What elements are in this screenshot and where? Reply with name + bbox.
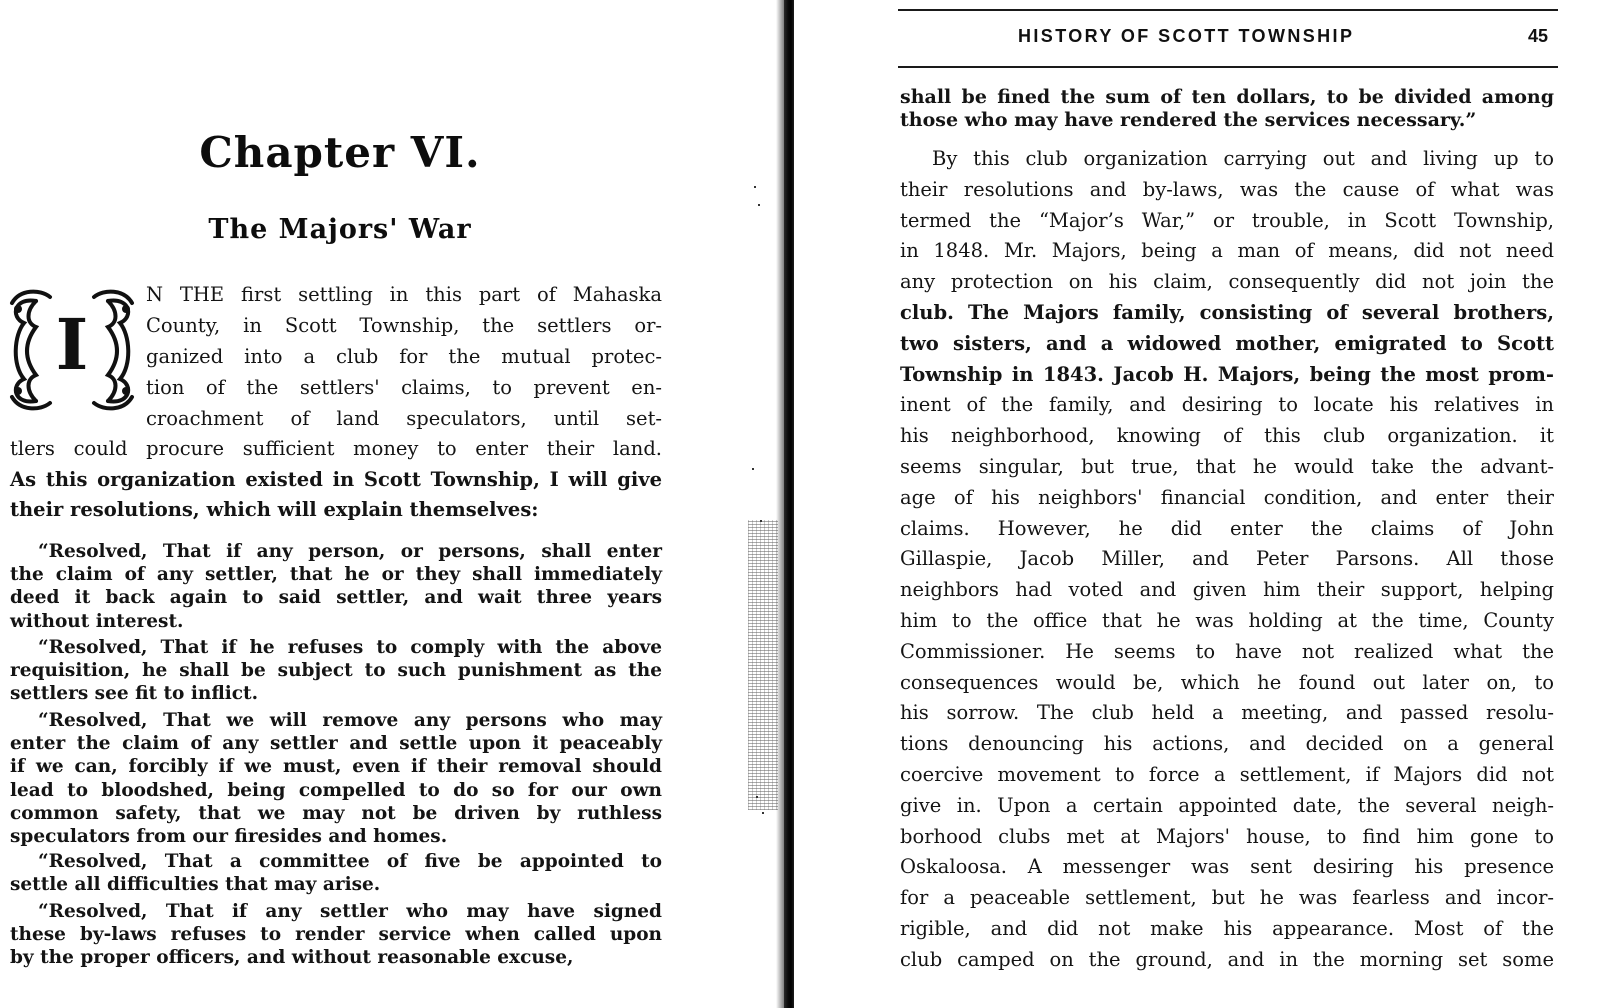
- running-head: HISTORY OF SCOTT TOWNSHIP: [1018, 26, 1355, 46]
- body-line: By this club organization carrying out and living up to: [932, 147, 1554, 170]
- body-line: club camped on the ground, and in the morning set some: [900, 947, 1554, 971]
- resolution-line: lead to bloodshed, being compelled to do so for our own: [10, 779, 662, 801]
- left-page: [0, 0, 790, 1008]
- body-line: give in. Upon a certain appointed date, the several neigh-: [900, 793, 1554, 817]
- body-line: him to the office that he was holding at the time, County: [900, 609, 1554, 632]
- resolution-line: if we can, forcibly if we must, even if their removal should: [10, 756, 662, 778]
- scan-speckle: [754, 186, 756, 188]
- resolution-line: “Resolved, That we will remove any persons who may: [38, 710, 662, 731]
- intro-line: County, in Scott Township, the settlers or-: [146, 314, 662, 337]
- intro-line: ganized into a club for the mutual protec-: [146, 345, 662, 368]
- body-line: borhood clubs met at Majors' house, to find him gone to: [900, 824, 1554, 848]
- continuation-line: those who may have rendered the services necessary.”: [900, 109, 1477, 131]
- chapter-subtitle: The Majors' War: [208, 214, 472, 245]
- resolution-line: settlers see fit to inflict.: [10, 683, 259, 705]
- header-top-rule: [898, 9, 1558, 11]
- resolution-paragraph: [10, 850, 662, 896]
- drop-cap-letter: I: [55, 303, 89, 386]
- intro-line: tion of the settlers' claims, to prevent en-: [146, 376, 662, 399]
- body-line: rigible, and did not make his appearance. Most of the: [900, 917, 1554, 940]
- header-bottom-rule: [898, 66, 1558, 68]
- page-number: 45: [1528, 26, 1549, 46]
- resolution-line: speculators from our firesides and homes.: [10, 826, 448, 848]
- scan-speckle: [762, 812, 764, 814]
- resolution-line: “Resolved, That a committee of five be appointed to: [38, 851, 662, 872]
- resolution-line: requisition, he shall be subject to such punishment as the: [10, 660, 662, 682]
- body-line: seems singular, but true, that he would take the advant-: [900, 455, 1554, 478]
- body-line: his sorrow. The club held a meeting, and passed resolu-: [900, 701, 1554, 725]
- body-line: Oskaloosa. A messenger was sent desiring his presence: [900, 855, 1554, 879]
- body-line: his neighborhood, knowing of this club organization. it: [900, 424, 1554, 448]
- chapter-title: Chapter VI.: [199, 128, 481, 177]
- body-line: Township in 1843. Jacob H. Majors, being the most prom-: [900, 362, 1554, 386]
- body-line: age of his neighbors' financial condition, and enter their: [900, 485, 1554, 509]
- body-line: in 1848. Mr. Majors, being a man of means, did not need: [900, 239, 1554, 263]
- resolution-line: enter the claim of any settler and settle upon it peaceably: [10, 733, 662, 755]
- resolution-line: “Resolved, That if any settler who may have signed: [38, 901, 662, 922]
- intro-line: croachment of land speculators, until set-: [146, 407, 662, 430]
- ornamental-drop-cap: [6, 283, 138, 417]
- resolution-line: deed it back again to said settler, and wait three years: [10, 587, 662, 609]
- resolution-line: by the proper officers, and without reasonable excuse,: [10, 947, 574, 969]
- body-line: club. The Majors family, consisting of several brothers,: [900, 301, 1554, 324]
- body-line: termed the “Major’s War,” or trouble, in Scott Township,: [900, 208, 1554, 232]
- resolution-paragraph: [10, 900, 662, 970]
- resolution-line: “Resolved, That if any person, or persons, shall enter: [38, 541, 662, 562]
- body-line: for a peaceable settlement, but he was fearless and incor-: [900, 886, 1554, 910]
- body-line: two sisters, and a widowed mother, emigrated to Scott: [900, 331, 1554, 355]
- intro-line: tlers could procure sufficient money to enter their land.: [10, 437, 662, 460]
- scan-speckle: [760, 520, 762, 522]
- body-line: consequences would be, which he found out later on, to: [900, 670, 1554, 694]
- right-page: [790, 0, 1606, 1008]
- body-line: tions denouncing his actions, and decided on a general: [900, 732, 1554, 756]
- body-line: neighbors had voted and given him their support, helping: [900, 578, 1554, 602]
- body-line: Commissioner. He seems to have not realized what the: [900, 639, 1554, 663]
- resolution-paragraph: [10, 636, 662, 706]
- scan-speckle: [756, 796, 758, 798]
- resolution-line: without interest.: [10, 610, 184, 632]
- resolution-paragraph: [10, 709, 662, 848]
- intro-line: As this organization existed in Scott Township, I will give: [10, 468, 662, 491]
- body-line: Gillaspie, Jacob Miller, and Peter Parsons. All those: [900, 547, 1554, 571]
- resolution-line: these by-laws refuses to render service when called upon: [10, 924, 662, 946]
- body-line: any protection on his claim, consequently did not join the: [900, 270, 1554, 294]
- scan-speckle: [758, 204, 760, 206]
- body-line: coercive movement to force a settlement, if Majors did not: [900, 763, 1554, 786]
- body-line: their resolutions and by-laws, was the cause of what was: [900, 177, 1554, 201]
- intro-line: their resolutions, which will explain themselves:: [10, 498, 539, 521]
- resolution-paragraph: [10, 540, 662, 633]
- resolution-line: settle all difficulties that may arise.: [10, 874, 381, 896]
- resolution-line: common safety, that we may not be driven by ruthless: [10, 802, 662, 824]
- body-line: claims. However, he did enter the claims of John: [900, 516, 1554, 540]
- intro-line: N THE first settling in this part of Mahaska: [146, 283, 662, 306]
- resolution-line: the claim of any settler, that he or they shall immediately: [10, 564, 662, 586]
- continuation-line: shall be fined the sum of ten dollars, to be divided among: [900, 86, 1554, 108]
- resolution-line: “Resolved, That if he refuses to comply with the above: [38, 637, 662, 658]
- body-line: inent of the family, and desiring to locate his relatives in: [900, 393, 1554, 417]
- scan-speckle: [752, 468, 754, 470]
